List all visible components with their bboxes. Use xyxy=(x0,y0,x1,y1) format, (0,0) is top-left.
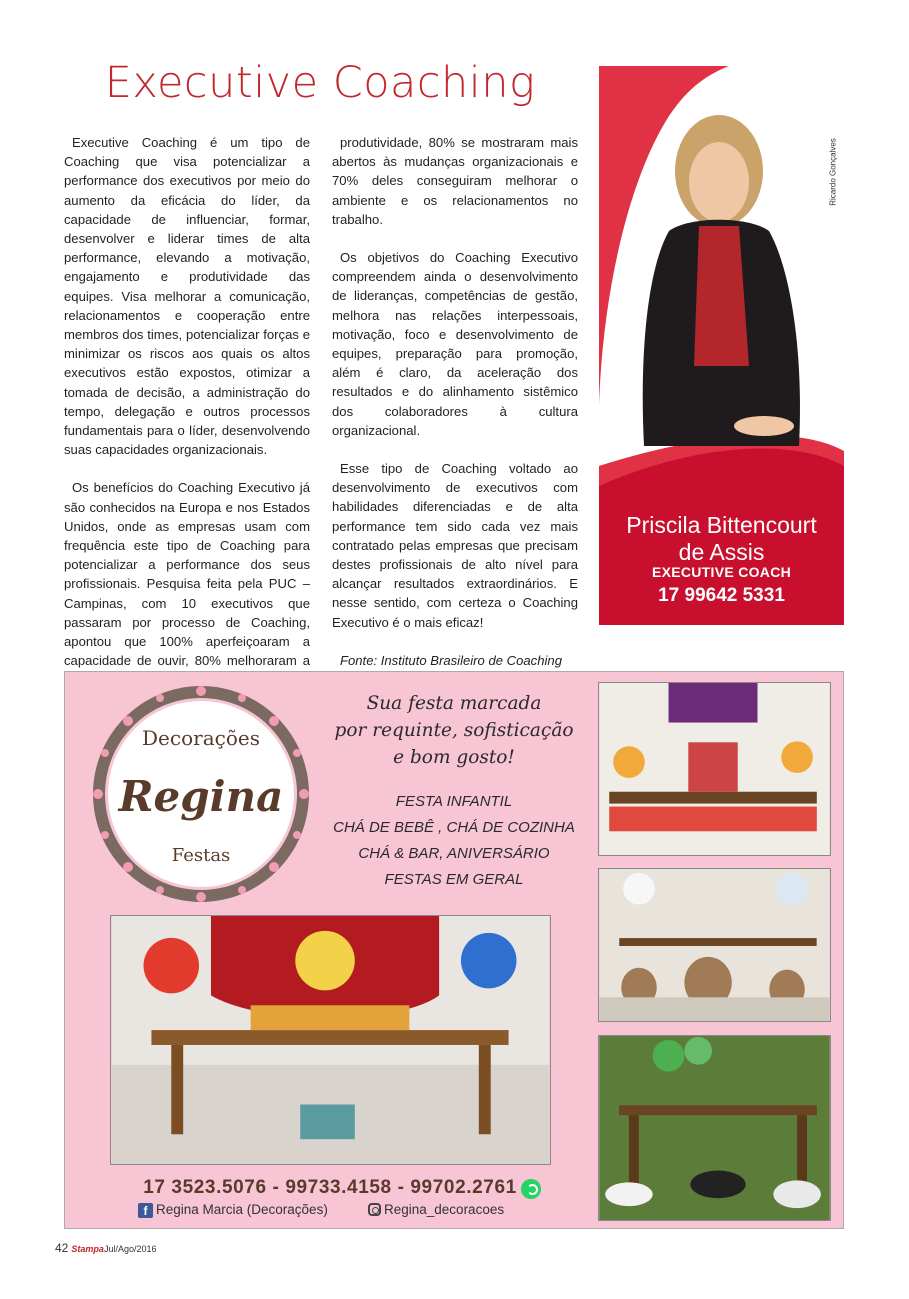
facebook-icon: f xyxy=(138,1203,153,1218)
instagram-icon xyxy=(368,1203,381,1216)
paragraph: Executive Coaching é um tipo de Coaching que visa potencializar a performance dos executivos por meio do aumento da eficácia do líder, da capacidade de influenciar, formar, desenvolver e liderar times de alta performance, elevando a motivação, engajamento e produtividade das equipes. Visa melhorar a comunicação, relacionamentos e cooperação entre membros dos times, potencializar forças e minimizar os riscos aos quais os altos executivos estão expostos, otimizar a tomada de decisão, a administração do tempo, delegação e outros processos fundamentais para o líder, desenvolvendo suas capacidades organizacionais. xyxy=(64,135,310,458)
page-number: 42 xyxy=(55,1241,69,1255)
whatsapp-icon xyxy=(521,1179,541,1199)
magazine-name: Stampa xyxy=(71,1244,104,1254)
profile-box xyxy=(599,66,844,625)
instagram-handle: Regina_decoracoes xyxy=(384,1202,505,1217)
paragraph: produtividade, 80% se mostraram mais abertos às mudanças organizacionais e 70% deles conseguiram melhorar o ambiente e os relacionamentos no trabalho. xyxy=(332,135,578,227)
regina-logo xyxy=(90,683,312,905)
profile-photo xyxy=(599,66,844,506)
article-column-1 xyxy=(64,133,310,709)
article-column-2 xyxy=(332,133,578,689)
paragraph: Os benefícios do Coaching Executivo já são conhecidos na Europa e nos Estados Unidos, onde as empresas usam com frequência este tipo de Coaching para potencializar a performance dos seus profissionais. Pesquisa feita pela PUC – Campinas, com 10 executivos que passaram por processo de Coaching, apontou que 100% aperfeiçoaram a capacidade de ouvir, 80% melhoraram a xyxy=(64,480,310,669)
logo-top-text: Decorações xyxy=(142,726,260,750)
profile-phone: 17 99642 5331 xyxy=(658,585,785,606)
photo-credit: Ricardo Gonçalves xyxy=(828,138,838,206)
paragraph: Os objetivos do Coaching Executivo compreendem ainda o desenvolvimento de lideranças, competências de gestão, melhora nas relações interpessoais, motivação, foco e desenvolvimento de equipes, preparação para promoção, além é claro, da aceleração dos resultados e do alinhamento sistêmico dos colaboradores à cultura organizacional. xyxy=(332,250,578,438)
profile-role: EXECUTIVE COACH xyxy=(651,564,792,580)
ad-services: FESTA INFANTIL CHÁ DE BEBÊ , CHÁ DE COZINHA CHÁ & BAR, ANIVERSÁRIO FESTAS EM GERAL xyxy=(333,793,575,888)
logo-bottom-text: Festas xyxy=(171,845,231,866)
ad-slogan: Sua festa marcada por requinte, sofisticação e bom gosto! xyxy=(334,693,574,768)
ad-social xyxy=(120,1201,550,1221)
party-photo-1 xyxy=(598,682,831,856)
party-photo-2 xyxy=(598,868,831,1022)
facebook-handle: Regina Marcia (Decorações) xyxy=(156,1202,328,1217)
logo-main-text: Regina xyxy=(118,772,284,821)
paragraph: Esse tipo de Coaching voltado ao desenvolvimento de executivos com habilidades diferenciadas e de alta performance tem sido cada vez mais contratado pelas empresas que precisam destes profissionais de alto nível para alcançar resultados extraordinários. E nesse sentido, com certeza o Coaching Executivo é o mais eficaz! xyxy=(332,461,578,630)
party-photo-3 xyxy=(598,1035,831,1221)
source-credit: Fonte: Instituto Brasileiro de Coaching xyxy=(340,652,562,668)
party-photo-main xyxy=(110,915,551,1165)
ad-phone-numbers: 17 3523.5076 - 99733.4158 - 99702.2761 xyxy=(143,1177,517,1198)
page-footer xyxy=(55,1241,156,1255)
issue-date: Jul/Ago/2016 xyxy=(103,1244,157,1254)
profile-name: Priscila Bittencourt de Assis xyxy=(626,512,817,565)
article-title: Executive Coaching xyxy=(104,58,536,108)
